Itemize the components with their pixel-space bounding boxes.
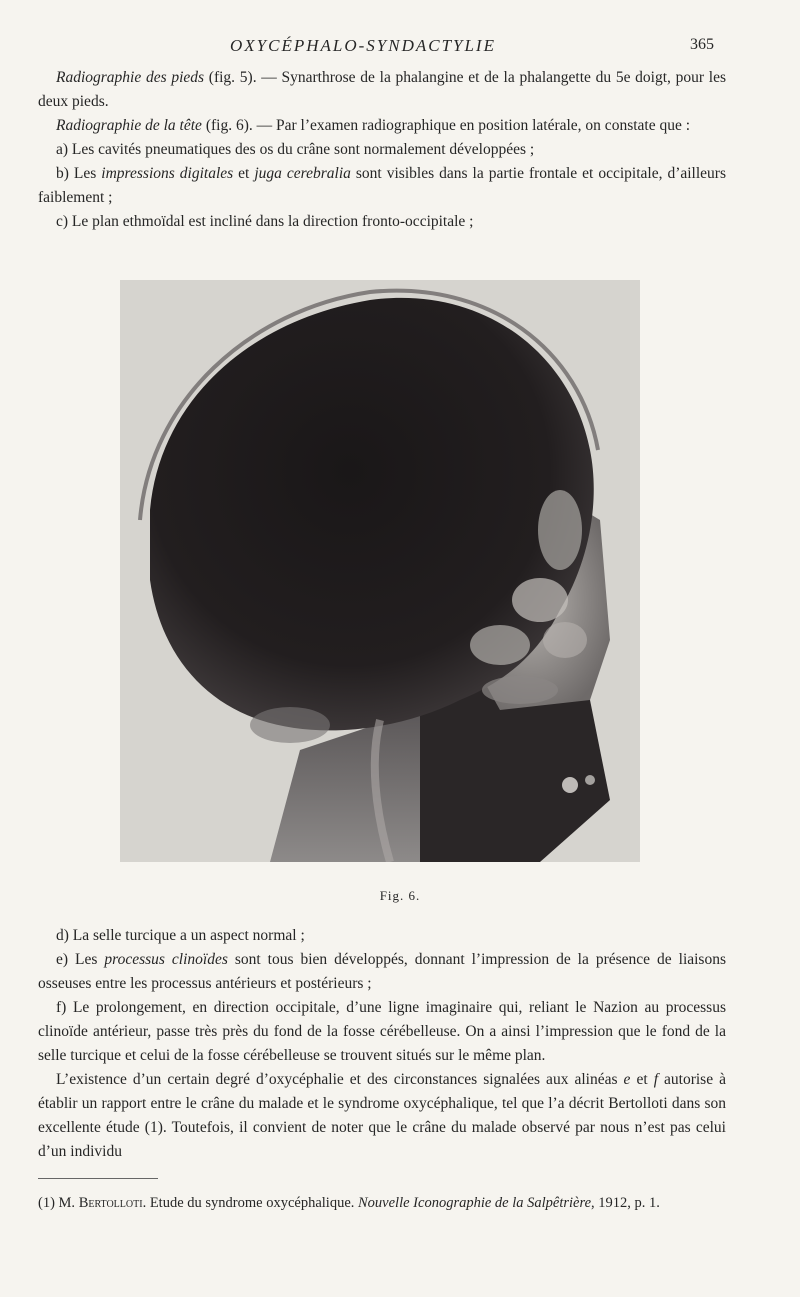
text-head-radiograph: (fig. 6). — Par l’examen radiographique en position latérale, on constate que : xyxy=(201,117,691,134)
list-item-d: d) La selle turcique a un aspect normal ; xyxy=(56,927,305,944)
lead-head-radiograph: Radiographie de la tête xyxy=(56,117,202,134)
item-b-post: sont visibles dans la partie frontale et occipitale, d’ailleurs faiblement ; xyxy=(38,165,726,206)
lead-foot-radiograph: Radiographie des pieds xyxy=(56,69,205,86)
para-em2: f xyxy=(653,1071,658,1088)
paragraph-foot-radiograph xyxy=(38,66,726,114)
list-item-e xyxy=(38,948,726,996)
item-b-em2: juga cerebralia xyxy=(254,165,351,182)
footnote-rule xyxy=(38,1178,158,1179)
footnote-author: Bertolloti xyxy=(78,1195,143,1211)
para-mid: et xyxy=(630,1071,654,1088)
footnote xyxy=(38,1192,738,1214)
para-post: autorise à établir un rapport entre le crâne du malade et le syndrome oxycéphalique, tel que l’a décrit Bertolloti dans son excellente étude (1). Toutefois, il convient de noter que le crâne du malade observé par nous n’est pas celui d’un individu xyxy=(38,1071,727,1160)
top-text-block xyxy=(38,66,726,234)
footnote-journal: Nouvelle Iconographie de la Salpêtrière xyxy=(358,1195,592,1211)
running-head xyxy=(0,36,800,58)
item-b-mid: et xyxy=(233,165,255,182)
item-e-em: processus clinoïdes xyxy=(104,951,228,968)
item-b-em1: impressions digitales xyxy=(101,165,234,182)
skull-radiograph-image xyxy=(120,280,640,862)
item-e-post: sont tous bien développés, donnant l’impression de la présence de liaisons osseuses entre les processus antérieurs et postérieurs ; xyxy=(38,951,726,992)
list-item-a: a) Les cavités pneumatiques des os du crâne sont normalement développées ; xyxy=(56,141,535,158)
skull-radiograph-figure xyxy=(120,280,640,862)
list-item-f: f) Le prolongement, en direction occipitale, d’une ligne imaginaire qui, reliant le Nazion au processus clinoïde antérieur, passe très près du fond de la fosse cérébelleuse. On a ainsi l’impression que le fond de la selle turcique et celui de la fosse cérébelleuse se trouvent situés sur le même plan. xyxy=(38,999,726,1064)
footnote-text xyxy=(38,1192,738,1214)
figure-caption: Fig. 6. xyxy=(379,888,421,903)
item-e-pre: e) Les xyxy=(56,951,105,968)
footnote-title: . Etude du syndrome oxycéphalique. xyxy=(142,1195,359,1211)
list-item-c: c) Le plan ethmoïdal est incliné dans la direction fronto-occipitale ; xyxy=(56,213,474,230)
paragraph-head-radiograph xyxy=(38,114,726,138)
bottom-text-block xyxy=(38,924,726,1164)
paragraph-conclusion xyxy=(38,1068,726,1164)
footnote-post: , 1912, p. 1. xyxy=(591,1195,660,1211)
para-em1: e xyxy=(623,1071,631,1088)
para-pre: L’existence d’un certain degré d’oxycéphalie et des circonstances signalées aux alinéas xyxy=(56,1071,624,1088)
footnote-pre: (1) M. xyxy=(38,1195,79,1211)
running-title: OXYCÉPHALO-SYNDACTYLIE xyxy=(230,36,496,55)
list-item-b xyxy=(38,162,726,210)
page-number: 365 xyxy=(690,36,714,53)
text-foot-radiograph: (fig. 5). — Synarthrose de la phalangine et de la phalangette du 5e doigt, pour les deux pieds. xyxy=(38,69,726,110)
item-b-pre: b) Les xyxy=(56,165,102,182)
